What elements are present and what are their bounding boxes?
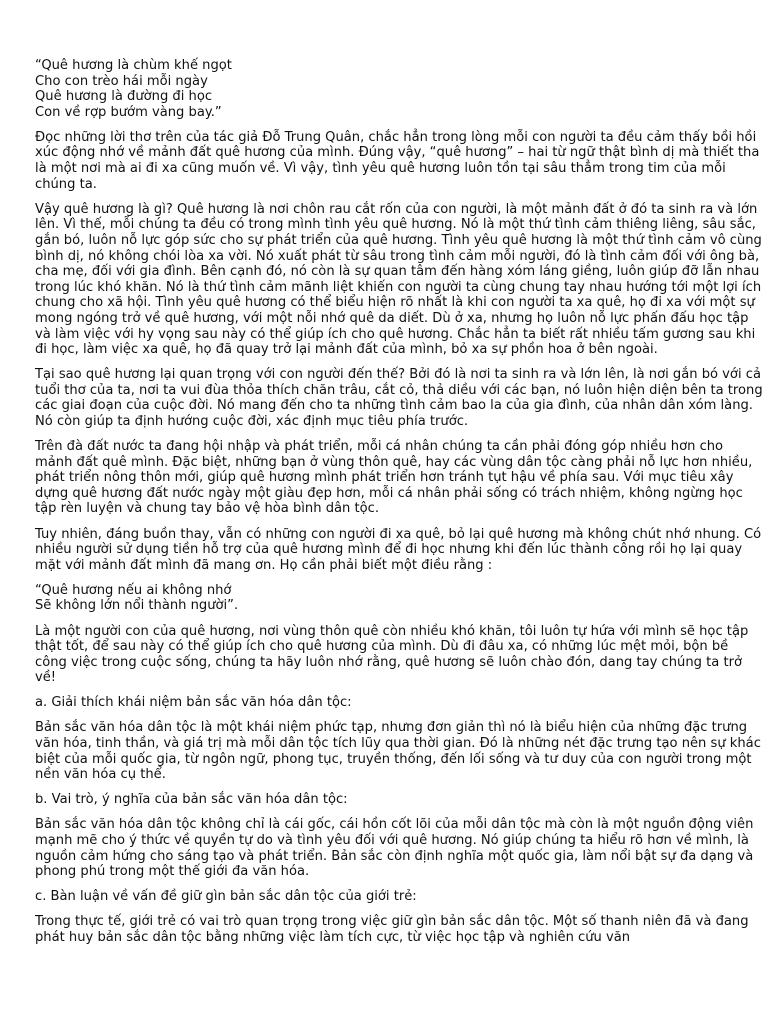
poem-stanza: “Quê hương nếu ai không nhớ Sẽ không lớn nổi thành người”. [35,582,239,614]
paragraph: Vậy quê hương là gì? Quê hương là nơi chôn rau cắt rốn của con người, là một mảnh đất ở đó ta sinh ra và lớn lên. Vì thế, mỗi chúng ta đều có trong mình tình yêu quê hương. Nó là một thứ tình cảm thiêng liêng, sâu sắc, gắn bó, luôn nỗ lực góp sức cho sự phát triển của quê hương. Tình yêu quê hương là một thứ tình cảm vô cùng bình dị, nó không chói lòa xa vời. Nó xuất phát từ sâu trong tình cảm mỗi người, đó là tình cảm đối với ông bà, cha mẹ, đối với gia đình. Bên cạnh đó, nó còn là sự quan tâm đến hàng xóm láng giềng, luôn giúp đỡ lẫn nhau trong lúc khó khăn. Nó là thứ tình cảm mãnh liệt khiến con người ta cùng chung tay nhau hướng tới một lợi ích chung cho xã hội. Tình yêu quê hương có thể biểu hiện rõ nhất là khi con người ta xa quê, họ đi xa với một sự mong ngóng trở về quê hương, với một nỗi nhớ quê da diết. Dù ở xa, nhưng họ luôn nỗ lực phấn đấu học tập và làm việc với hy vọng sau này có thể giúp ích cho quê hương. Chắc hẳn ta biết rất nhiều tấm gương sau khi đi học, làm việc xa quê, họ đã quay trở lại mảnh đất của mình, bỏ xa sự phồn hoa ở bên ngoài. [35,201,762,358]
paragraph: Tuy nhiên, đáng buồn thay, vẫn có những con người đi xa quê, bỏ lại quê hương mà không chút nhớ nhung. Có nhiều người sử dụng tiền hỗ trợ của quê hương mình để đi học nhưng khi đến lúc thành công rồi họ lại quay mặt với mảnh đất mình đã mang ơn. Họ cần phải biết một điều rằng : [35,526,762,573]
paragraph: c. Bàn luận về vấn đề giữ gìn bản sắc dân tộc của giới trẻ: [35,889,417,905]
paragraph: Đọc những lời thơ trên của tác giả Đỗ Trung Quân, chắc hẳn trong lòng mỗi con người ta đều cảm thấy bồi hồi xúc động nhớ về mảnh đất quê hương của mình. Đúng vậy, “quê hương” – hai từ ngữ thật bình dị mà thiết tha là một nơi mà ai đi xa cũng muốn về. Vì vậy, tình yêu quê hương luôn tồn tại sâu thẳm trong tim của mỗi chúng ta. [35,129,760,192]
document-body [35,58,763,955]
paragraph: Bản sắc văn hóa dân tộc là một khái niệm phức tạp, nhưng đơn giản thì nó là biểu hiện của những đặc trưng văn hóa, tinh thần, và giá trị mà mỗi dân tộc tích lũy qua thời gian. Đó là những nét đặc trưng tạo nên sự khác biệt của mỗi quốc gia, từ ngôn ngữ, phong tục, truyền thống, đến lối sống và tư duy của con người trong một nền văn hóa cụ thể. [35,720,761,783]
paragraph: Tại sao quê hương lại quan trọng với con người đến thế? Bởi đó là nơi ta sinh ra và lớn lên, là nơi gắn bó với cả tuổi thơ của ta, nơi ta vui đùa thỏa thích chăn trâu, cắt cỏ, thả diều với các bạn, nó luôn hiện diện bên ta trong các giai đoạn của cuộc đời. Nó mang đến cho ta những tình cảm bao la của gia đình, của nhân dân xóm làng. Nó còn giúp ta định hướng cuộc đời, xác định mục tiêu phía trước. [35,367,763,429]
paragraph: a. Giải thích khái niệm bản sắc văn hóa dân tộc: [35,695,352,711]
poem-stanza: “Quê hương là chùm khế ngọt Cho con trèo hái mỗi ngày Quê hương là đường đi học Con về rợp bướm vàng bay.” [35,58,232,120]
paragraph: Bản sắc văn hóa dân tộc không chỉ là cái gốc, cái hồn cốt lõi của mỗi dân tộc mà còn là một nguồn động viên mạnh mẽ cho ý thức về quyền tự do và tình yêu đối với quê hương. Nó giúp chúng ta hiểu rõ hơn về mình, là nguồn cảm hứng cho sáng tạo và phát triển. Bản sắc còn định nghĩa một quốc gia, làm nổi bật sự đa dạng và phong phú trong một thế giới đa văn hóa. [35,817,754,880]
paragraph: Trên đà đất nước ta đang hội nhập và phát triển, mỗi cá nhân chúng ta cần phải đóng góp nhiều hơn cho mảnh đất quê mình. Đặc biệt, những bạn ở vùng thôn quê, hay các vùng dân tộc càng phải nỗ lực hơn nhiều, phát triển nông thôn mới, giúp quê hương mình phát triển hơn tránh tụt hậu về phía sau. Với mục tiêu xây dựng quê hương đất nước ngày một giàu đẹp hơn, mỗi cá nhân phải sống có trách nhiệm, không ngừng học tập rèn luyện và chung tay bảo vệ hòa bình dân tộc. [35,439,753,517]
paragraph: b. Vai trò, ý nghĩa của bản sắc văn hóa dân tộc: [35,792,348,808]
paragraph: Là một người con của quê hương, nơi vùng thôn quê còn nhiều khó khăn, tôi luôn tự hứa với mình sẽ học tập thật tốt, để sau này có thể giúp ích cho quê hương của mình. Dù đi đâu xa, có những lúc mệt mỏi, bộn bề công việc trong cuộc sống, chúng ta hãy luôn nhớ rằng, quê hương sẽ luôn chào đón, dang tay chúng ta trở về! [35,623,749,686]
paragraph: Trong thực tế, giới trẻ có vai trò quan trọng trong việc giữ gìn bản sắc dân tộc. Một số thanh niên đã và đang phát huy bản sắc dân tộc bằng những việc làm tích cực, từ việc học tập và nghiên cứu văn [35,914,749,945]
